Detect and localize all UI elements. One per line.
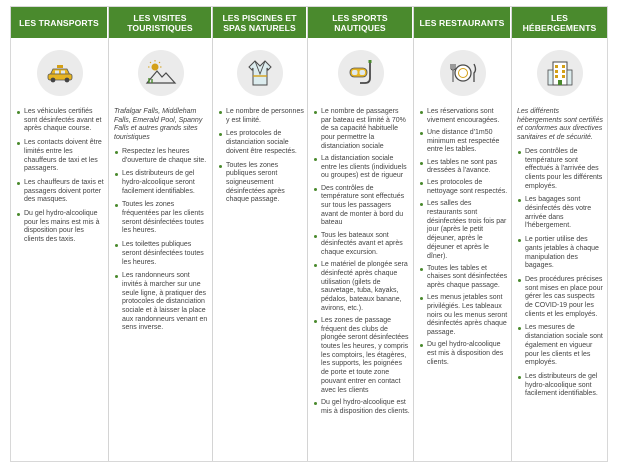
mountain-sun-icon (138, 50, 184, 96)
list-item: Les mesures de distanciation sociale sont également en vigueur pour les clients et les employés. (515, 324, 604, 368)
list-item: Les zones de passage fréquent des clubs de plongée seront désinfectées toutes les heures, y compris les comptoirs, les étagères, les supports, les poignées de porte et toute zone pouvant entrer en contact avec les clients (311, 317, 410, 395)
list-item: Des procédures précises sont mises en place pour gérer les cas suspects de COVID-19 pour les clients et les employés. (515, 276, 604, 320)
column-visites (109, 7, 213, 461)
list-item: Les réservations sont vivement encouragées. (417, 108, 508, 125)
safety-measures-table (10, 6, 608, 462)
list-item: Les chauffeurs de taxis et passagers doivent porter des masques. (14, 179, 105, 205)
column-piscines (213, 7, 308, 461)
list-item: Le nombre de passagers par bateau est limité à 70% de sa capacité habituelle pour permettre la distanciation sociale (311, 108, 410, 152)
list-item: Une distance d'1m50 minimum est respectée entre les tables. (417, 129, 508, 155)
list-item: Respectez les heures d'ouverture de chaque site. (112, 148, 209, 165)
intro-text: Les différents hébergements sont certifiés et conformes aux directives sanitaires et de sécurité. (517, 108, 603, 142)
column-restaurants (414, 7, 512, 461)
plate-cutlery-icon (440, 50, 486, 96)
list-item: Le portier utilise des gants jetables à chaque manipulation des bagages. (515, 236, 604, 271)
header-piscines: LES PISCINES ET SPAS NATURELS (213, 7, 307, 38)
list-item: Les bagages sont désinfectés dès votre arrivée dans l'hébergement. (515, 196, 604, 231)
list-item: Les salles des restaurants sont désinfectées trois fois par jour (après le petit déjeuner, après le déjeuner et après le dîner). (417, 200, 508, 261)
list-item: Toutes les zones fréquentées par les clients seront désinfectées toutes les heures. (112, 201, 209, 236)
taxi-icon (37, 50, 83, 96)
list-item: Les véhicules certifiés sont désinfectés avant et après chaque course. (14, 108, 105, 134)
list-item: Les distributeurs de gel hydro-alcoolique seront facilement identifiables. (112, 170, 209, 196)
list-item: Du gel hydro-alcoolique est mis à disposition des clients. (417, 341, 508, 367)
intro-text: Trafalgar Falls, Middleham Falls, Emerald Pool, Spanny Falls et autres grands sites touristiques (114, 108, 203, 142)
list-item: Le nombre de personnes y est limité. (216, 108, 304, 125)
list-item: Toutes les zones publiques seront soigneusement désinfectées après chaque passage. (216, 162, 304, 206)
column-hebergements (512, 7, 607, 461)
list-item: Les menus jetables sont privilégiés. Les tableaux noirs ou les menus seront désinfectés après chaque passage. (417, 294, 508, 338)
list-item: Les randonneurs sont invités à marcher sur une seule ligne, à pratiquer des protocoles de distanciation sociale et à laisser la place aux randonneurs venant en sens inverse. (112, 272, 209, 333)
list-item: Les tables ne sont pas dressées à l'avance. (417, 159, 508, 176)
list-item: Tous les bateaux sont désinfectés avant et après chaque excursion. (311, 232, 410, 258)
header-hebergements: LES HÉBERGEMENTS (512, 7, 607, 38)
hotel-building-icon (537, 50, 583, 96)
list-item: Des contrôles de température sont effectués sur tous les passagers avant de monter à bord du bateau (311, 185, 410, 229)
list-item: Le matériel de plongée sera désinfecté après chaque utilisation (gilets de sauvetage, tuba, kayaks, pédalos, bateaux banane, avirons, etc.). (311, 261, 410, 313)
list-item: Les protocoles de distanciation sociale doivent être respectés. (216, 130, 304, 156)
list-item: Les toilettes publiques seront désinfectées toutes les heures. (112, 241, 209, 267)
bathrobe-icon (237, 50, 283, 96)
header-sports-nautiques: LES SPORTS NAUTIQUES (308, 7, 413, 38)
list-item: Les contacts doivent être limités entre les chauffeurs de taxi et les passagers. (14, 139, 105, 174)
list-item: La distanciation sociale entre les clients (individuels ou groupes) est de rigueur (311, 155, 410, 181)
header-visites: LES VISITES TOURISTIQUES (109, 7, 212, 38)
column-transports (11, 7, 109, 461)
list-item: Des contrôles de température sont effectués à l'arrivée des clients pour les différents employés. (515, 148, 604, 192)
column-sports-nautiques (308, 7, 414, 461)
list-item: Les protocoles de nettoyage sont respectés. (417, 179, 508, 196)
header-restaurants: LES RESTAURANTS (414, 7, 511, 38)
snorkel-mask-icon (338, 50, 384, 96)
list-item: Du gel hydro-alcoolique est mis à disposition des clients. (311, 399, 410, 416)
list-item: Du gel hydro-alcoolique pour les mains est mis à disposition pour les clients des taxis. (14, 210, 105, 245)
list-item: Les distributeurs de gel hydro-alcoolique sont facilement identifiables. (515, 373, 604, 399)
list-item: Toutes les tables et chaises sont désinfectées après chaque passage. (417, 265, 508, 291)
header-transports: LES TRANSPORTS (11, 7, 108, 38)
